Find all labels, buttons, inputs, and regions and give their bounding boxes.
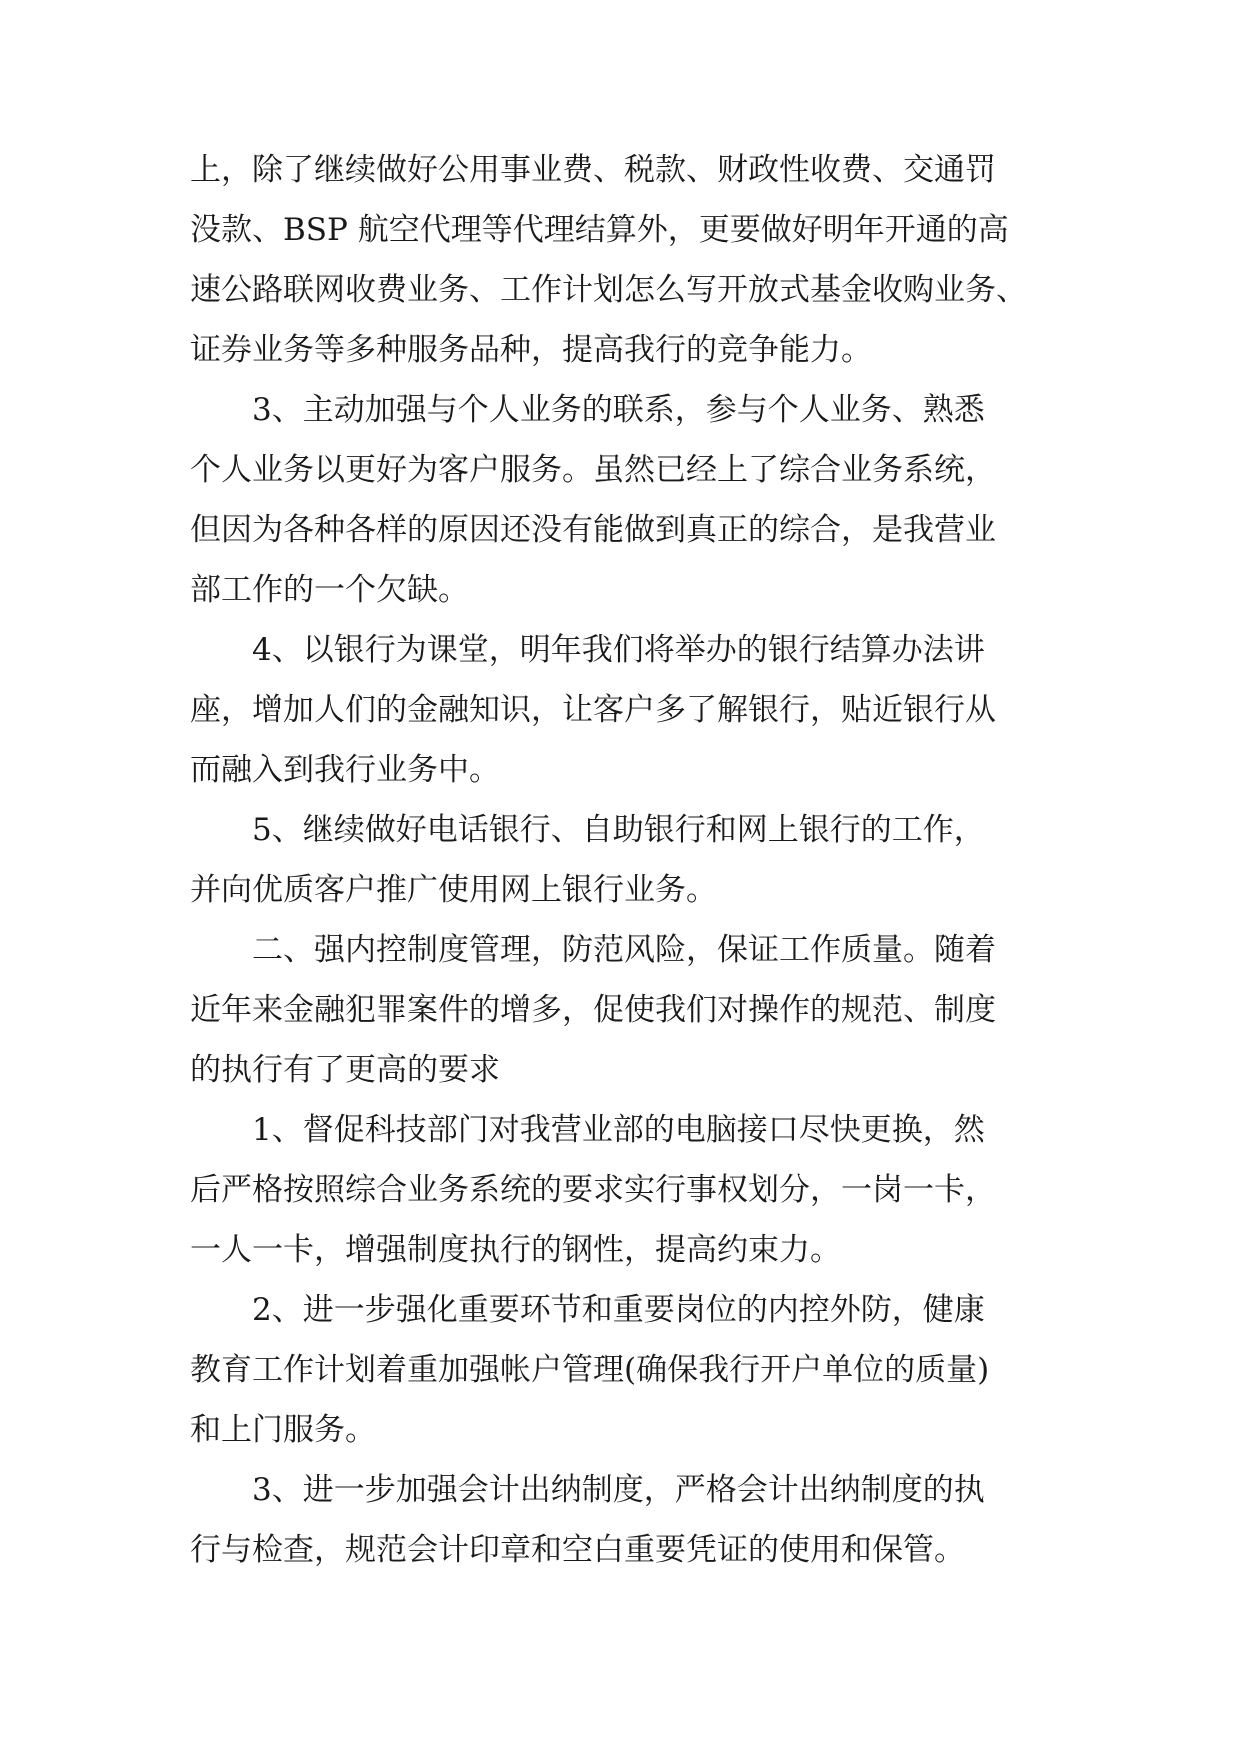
text-line: 的执行有了更高的要求 [190,1052,500,1088]
text-line: 但因为各种各样的原因还没有能做到真正的综合，是我营业 [190,512,996,548]
text-line: 部工作的一个欠缺。 [190,572,469,608]
text-line: 座，增加人们的金融知识，让客户多了解银行，贴近银行从 [190,692,996,728]
text-line: 一人一卡，增强制度执行的钢性，提高约束力。 [190,1232,841,1268]
text-line: 和上门服务。 [190,1412,376,1448]
text-line: 行与检查，规范会计印章和空白重要凭证的使用和保管。 [190,1532,965,1568]
text-line: 4、以银行为课堂，明年我们将举办的银行结算办法讲 [252,632,985,668]
text-line: 速公路联网收费业务、工作计划怎么写开放式基金收购业务、 [190,272,1027,308]
text-line: 上，除了继续做好公用事业费、税款、财政性收费、交通罚 [190,152,996,188]
text-line: 2、进一步强化重要环节和重要岗位的内控外防，健康 [252,1292,985,1328]
text-line: 3、进一步加强会计出纳制度，严格会计出纳制度的执 [252,1472,985,1508]
text-line: 5、继续做好电话银行、自助银行和网上银行的工作， [252,812,985,848]
text-line: 3、主动加强与个人业务的联系，参与个人业务、熟悉 [252,392,985,428]
text-line: 后严格按照综合业务系统的要求实行事权划分，一岗一卡， [190,1172,996,1208]
text-line: 没款、BSP 航空代理等代理结算外，更要做好明年开通的高 [190,212,1009,248]
text-line: 个人业务以更好为客户服务。虽然已经上了综合业务系统， [190,452,996,488]
text-line: 近年来金融犯罪案件的增多，促使我们对操作的规范、制度 [190,992,996,1028]
text-line: 二、强内控制度管理，防范风险，保证工作质量。随着 [252,932,996,968]
text-line: 并向优质客户推广使用网上银行业务。 [190,872,717,908]
text-line: 1、督促科技部门对我营业部的电脑接口尽快更换，然 [252,1112,985,1148]
text-line: 证券业务等多种服务品种，提高我行的竞争能力。 [190,332,872,368]
text-line: 而融入到我行业务中。 [190,752,500,788]
text-line: 教育工作计划着重加强帐户管理(确保我行开户单位的质量) [190,1352,990,1388]
